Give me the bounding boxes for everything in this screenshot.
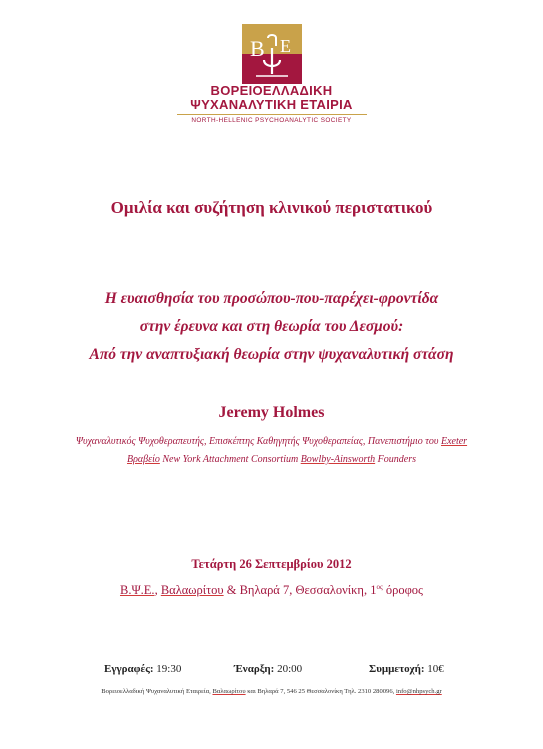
street-link[interactable]: Βαλαωρίτου [160, 583, 224, 598]
award-link[interactable]: Βραβείο [126, 454, 160, 465]
event-date: Τετάρτη 26 Σεπτεμβρίου 2012 [191, 557, 352, 571]
talk-title [0, 285, 543, 369]
affiliation-text: Founders [375, 454, 416, 465]
footer-street-link[interactable]: Βαλαωρίτου [212, 688, 246, 695]
society-logo [0, 24, 543, 124]
speaker-affiliation [0, 433, 543, 469]
fee-label: Συμμετοχή: [369, 663, 425, 675]
society-abbrev-link[interactable]: Β.Ψ.Ε. [119, 583, 155, 598]
affiliation-line-2 [0, 451, 543, 469]
start-time: 20:00 [274, 663, 303, 675]
start-info [234, 663, 302, 675]
footer-contact [0, 688, 543, 695]
talk-type-heading: Ομιλία και συζήτηση κλινικού περιστατικού [110, 198, 433, 217]
start-label: Έναρξη: [234, 663, 275, 675]
registration-info [104, 663, 181, 675]
footer-email-link[interactable]: info@nhpsych.gr [395, 688, 442, 695]
affiliation-text: Ψυχαναλυτικός Ψυχοθεραπευτής, Επισκέπτης Καθηγητής Ψυχοθεραπείας, Πανεπιστήμιο του [75, 436, 441, 447]
org-name-line-1: ΒΟΡΕΙΟΕΛΛΑΔΙΚΗ [210, 83, 333, 98]
registration-label: Εγγραφές: [104, 663, 154, 675]
talk-title-line-2: στην έρευνα και στη θεωρία του Δεσμού: [139, 318, 404, 335]
org-name-english: NORTH-HELLENIC PSYCHOANALYTIC SOCIETY [191, 117, 352, 124]
footer-text: Βορειοελλαδική Ψυχαναλυτική Εταιρεία, [101, 688, 213, 695]
speaker-name: Jeremy Holmes [218, 404, 325, 421]
floor-superscript: ος [376, 583, 383, 591]
svg-text:E: E [279, 36, 291, 56]
venue-text: & Βηλαρά 7, Θεσσαλονίκη, 1 [223, 583, 377, 598]
affiliation-line-1 [0, 433, 543, 451]
footer-text: και Βηλαρά 7, 546 25 Θεσσαλονίκη Τηλ. 2310 280096, [245, 688, 396, 695]
org-name-line-2: ΨΥΧΑΝΑΛΥΤΙΚΗ ΕΤΑΙΡΙΑ [190, 97, 353, 112]
society-logo-icon [242, 24, 302, 84]
affiliation-text: New York Attachment Consortium [159, 454, 301, 465]
venue-text: όροφος [382, 583, 424, 598]
logo-divider [177, 114, 367, 115]
bowlby-ainsworth-link[interactable]: Bowlby-Ainsworth [300, 454, 376, 465]
exeter-link[interactable]: Exeter [440, 436, 468, 447]
svg-text:B: B [249, 36, 265, 61]
fee-info [369, 663, 444, 675]
event-venue [0, 583, 543, 598]
venue-text: , [154, 583, 161, 598]
registration-time: 19:30 [153, 663, 182, 675]
talk-title-line-1: Η ευαισθησία του προσώπου-που-παρέχει-φροντίδα [104, 290, 439, 307]
fee-amount: 10€ [424, 663, 444, 675]
talk-title-line-3: Από την αναπτυξιακή θεωρία στην ψυχαναλυτική στάση [89, 346, 454, 363]
